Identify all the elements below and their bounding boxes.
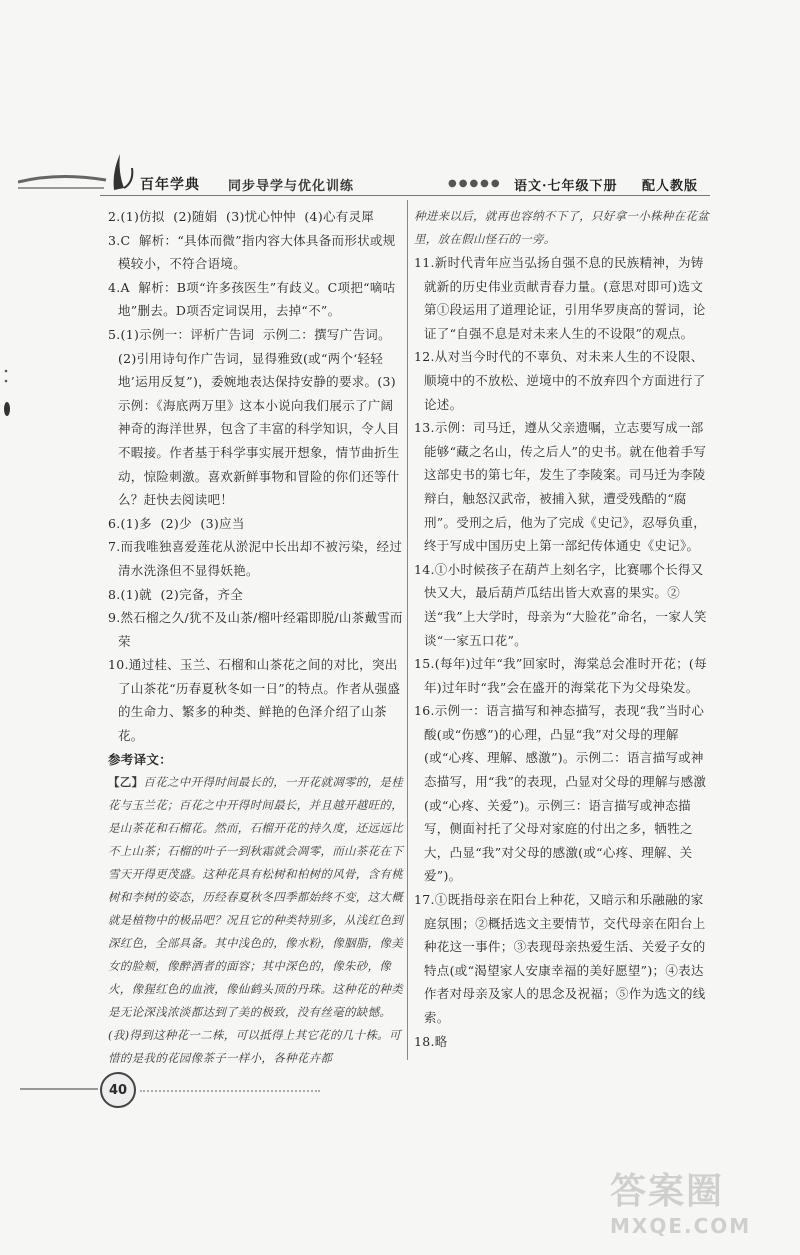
- brand-title: 百年学典: [140, 177, 200, 193]
- answer-item: 2.(1)仿拟 (2)随娟 (3)忧心忡忡 (4)心有灵犀: [108, 209, 375, 224]
- reference-translation-text: [108, 771, 405, 1070]
- watermark-domain: MXQE.COM: [610, 1214, 752, 1238]
- answer-item: 11.新时代青年应当弘扬自强不息的民族精神，为铸就新的历史伟业贡献青春力量。(意思对即可)选文第①段运用了道理论证，引用华罗庚高的誓词，论证了“自强不息是对未来人生的不设限”的观点。: [414, 255, 706, 341]
- column-divider: [407, 200, 408, 1060]
- right-column: [414, 205, 709, 1053]
- answer-item: 16.示例一：语言描写和神态描写，表现“我”当时心酸(或“伤感”)的心理，凸显“我”对父母的理解(或“心疼、理解、感激”)。示例二：语言描写或神态描写，用“我”的表现，凸显对父母的理解与感激(或“心疼、关爱”)。示例三：语言描写或神态描写，侧面衬托了父母对家庭的付出之多，牺牲之大，凸显“我”对父母的感激(或“心疼、理解、关爱”)。: [414, 703, 707, 884]
- left-column: [108, 205, 405, 1070]
- header-dots: ●●●●●: [448, 178, 502, 189]
- translation-continued: 种进来以后，就再也容纳不下了，只好拿一小株种在花盆里，放在假山怪石的一旁。: [414, 209, 709, 246]
- site-watermark: [610, 1170, 785, 1250]
- answer-item: 14.①小时候孩子在葫芦上刻名字，比赛哪个长得又快又大，最后葫芦瓜结出皆大欢喜的果实。②送“我”上大学时，母亲为“大脸花”命名，一家人笑谈“一家五口花”。: [414, 561, 707, 648]
- series-subtitle: 同步导学与优化训练: [228, 179, 355, 194]
- answer-item: 17.①既指母亲在阳台上种花，又暗示和乐融融的家庭氛围；②概括选文主要情节，交代母亲在阳台上种花这一事件；③表现母亲热爱生活、关爱子女的特点(或“渴望家人安康幸福的美好愿望”)；④表达作者对母亲及家人的思念及祝福；⑤作为选文的线索。: [414, 892, 706, 1025]
- answer-item: 9.然石榴之久/犹不及山茶/榴叶经霜即脱/山茶戴雪而荣: [108, 610, 403, 649]
- header-rule: [100, 195, 710, 196]
- answer-item: 15.(每年)过年“我”回家时，海棠总会准时开花；(每年)过年时“我”会在盛开的海棠花下为父母染发。: [414, 656, 707, 695]
- answer-item: 7.而我唯独喜爱莲花从淤泥中长出却不被污染，经过清水洗涤但不显得妖艳。: [108, 539, 403, 578]
- answer-item: 18.略: [414, 1033, 448, 1049]
- translation-label: 【乙】: [108, 775, 144, 790]
- page-header: [18, 150, 718, 196]
- answer-item: 3.C 解析：“具体而微”指内容大体具备而形状或规模较小，不符合语境。: [108, 232, 396, 272]
- edition-label: 配人教版: [642, 179, 699, 194]
- answer-item: 10.通过桂、玉兰、石榴和山茶花之间的对比，突出了山茶花“历春夏秋冬如一日”的特点。作者从强盛的生命力、繁多的种类、鲜艳的色泽介绍了山茶花。: [108, 657, 401, 744]
- binding-mark-decoration: [2, 365, 12, 425]
- page-number: 40: [100, 1072, 136, 1108]
- answer-item: 5.(1)示例一：评析广告词 示例二：撰写广告词。(2)引用诗句作广告词，显得雅致(或“两个‘轻轻地’运用反复”)，委婉地表达保持安静的要求。(3)示例：《海底两万里》这本小说向我们展示了广阔神奇的海洋世界，包含了丰富的科学知识，令人目不暇接。作者基于科学事实展开想象，情节曲折生动，惊险刺激。喜欢新鲜事物和冒险的你们还等什么？赶快去阅读吧！: [108, 326, 400, 508]
- translation-body: 百花之中开得时间最长的，一开花就凋零的，是桂花与玉兰花；百花之中开得时间最长，并且越开越旺的，是山茶花和石榴花。然而，石榴开花的持久度，还远远比不上山茶；石榴的叶子一到秋霜就会凋零，而山茶花在下雪天开得更茂盛。这种花具有松树和柏树的风骨，含有桃树和李树的姿态，历经春夏秋冬四季都始终不变，这大概就是植物中的极品吧？况且它的种类特别多，从浅红色到深红色，全部具备。其中浅色的，像水粉，像胭脂，像美女的脸颊，像醉酒者的面容；其中深色的，像朱砂，像火，像猩红色的血液，像仙鹤头顶的丹珠。这种花的种类是无论深浅浓淡都达到了美的极致，没有丝毫的缺憾。(我)得到这种花一二株，可以抵得上其它花的几十株。可惜的是我的花园像茶子一样小，各种花卉都: [108, 775, 404, 1066]
- grade-label: 语文·七年级下册: [514, 179, 618, 194]
- footer-dotted-rule: [140, 1090, 320, 1094]
- answer-item: 8.(1)就 (2)完备，齐全: [108, 586, 244, 602]
- watermark-logo-text: 答案圈: [610, 1171, 725, 1212]
- book-logo-icon: [110, 152, 136, 192]
- reference-translation-title: 参考译文：: [108, 751, 173, 767]
- answer-item: 13.示例：司马迁，遵从父亲遗嘱，立志要写成一部能够“藏之名山，传之后人”的史书。就在他着手写这部史书的第七年，发生了李陵案。司马迁为李陵辩白，触怒汉武帝，被捕入狱，遭受残酷的“腐刑”。受刑之后，他为了完成《史记》，忍辱负重，终于写成中国历史上第一部纪传体通史《史记》。: [414, 420, 707, 554]
- footer-swoosh-decoration: [20, 1085, 100, 1093]
- answer-item: 6.(1)多 (2)少 (3)应当: [108, 515, 245, 531]
- header-swoosh-decoration: [18, 170, 108, 192]
- answer-item: 4.A 解析：B项“许多孩医生”有歧义。C项把“嘀咕地”删去。D项否定词误用，去掉“不”。: [108, 279, 396, 319]
- answer-item: 12.从对当今时代的不辜负、对未来人生的不设限、顺境中的不放松、逆境中的不放弃四个方面进行了论述。: [414, 349, 706, 412]
